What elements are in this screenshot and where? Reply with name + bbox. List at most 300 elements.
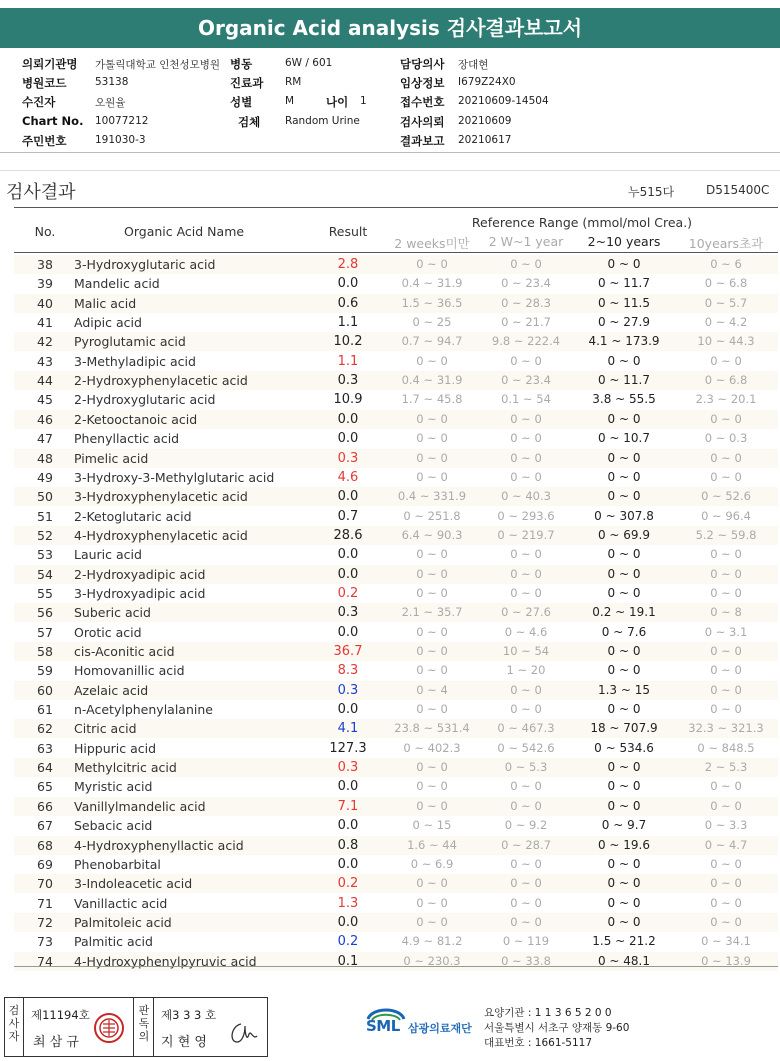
ref-2-10y: 0 ~ 11.7 [597, 373, 651, 388]
ref-2-10y: 0 ~ 0 [607, 585, 641, 600]
result-value: 2.8 [337, 257, 359, 272]
row-number: 56 [37, 605, 53, 621]
result-value: 0.0 [337, 431, 359, 447]
acid-name: cis-Aconitic acid [74, 644, 175, 659]
ref-2-10y: 0 ~ 19.6 [597, 837, 651, 852]
ref-over-10y: 5.2 ~ 59.8 [695, 527, 757, 542]
ref-under-2-weeks: 0 ~ 0 [416, 257, 448, 271]
ref-over-10y: 0 ~ 6.8 [704, 276, 748, 291]
ref-under-2-weeks: 0.4 ~ 31.9 [401, 276, 463, 291]
table-row [14, 603, 778, 622]
ref-2w-1y: 10 ~ 54 [502, 644, 550, 658]
ref-2w-1y: 0 ~ 27.6 [501, 605, 551, 620]
ref-2w-1y: 0 ~ 0 [510, 856, 542, 871]
row-number: 48 [37, 450, 53, 466]
table-row [14, 255, 778, 274]
label-specimen: 검체 [238, 115, 261, 129]
result-value: 0.1 [337, 953, 359, 969]
row-number: 55 [37, 585, 53, 601]
table-row [14, 584, 778, 603]
ref-2-10y: 0 ~ 0 [607, 547, 641, 562]
ref-over-10y: 0 ~ 0 [710, 682, 742, 697]
ref-under-2-weeks: 1.7 ~ 45.8 [401, 392, 463, 407]
result-value: 0.0 [337, 489, 359, 505]
ref-2w-1y: 9.8 ~ 222.4 [491, 334, 561, 349]
acid-name: Pimelic acid [74, 450, 149, 466]
result-value: 0.2 [337, 934, 359, 950]
ref-2w-1y: 0 ~ 0 [510, 411, 542, 426]
ref-2w-1y: 0 ~ 0 [510, 469, 542, 484]
ref-under-2-weeks: 0 ~ 0 [416, 663, 448, 678]
signature-box [4, 997, 268, 1057]
ref-over-10y: 0 ~ 0 [710, 856, 742, 871]
table-row [14, 565, 778, 584]
label-doctor: 담당의사 [400, 57, 445, 71]
acid-name: 2-Hydroxyphenylacetic acid [74, 373, 248, 389]
acid-name: n-Acetylphenylalanine [74, 702, 213, 718]
result-value: 4.6 [337, 469, 359, 485]
ref-under-2-weeks: 6.4 ~ 90.3 [401, 527, 463, 542]
acid-name: Azelaic acid [74, 682, 149, 698]
table-row [14, 390, 778, 409]
acid-name: Homovanillic acid [74, 663, 185, 679]
ref-over-10y: 0 ~ 0 [710, 702, 742, 717]
ref-2-10y: 0 ~ 27.9 [597, 315, 651, 330]
header-result: Result [328, 224, 368, 239]
ref-2-10y: 0 ~ 11.5 [597, 295, 651, 310]
table-row [14, 642, 778, 661]
ref-2-10y: 0 ~ 0 [607, 353, 641, 368]
ref-under-2-weeks: 0 ~ 0 [416, 798, 448, 813]
acid-name: 4-Hydroxyphenylacetic acid [74, 527, 248, 543]
ref-2w-1y: 0 ~ 0 [510, 779, 542, 794]
result-value: 0.0 [337, 624, 359, 640]
value-receipt-no: 20210609-14504 [458, 95, 549, 107]
row-number: 47 [37, 431, 53, 447]
ref-2-10y: 0 ~ 11.7 [597, 276, 651, 291]
table-row [14, 836, 778, 855]
value-clinical-info: I679Z24X0 [458, 76, 516, 88]
result-value: 0.7 [337, 508, 359, 524]
result-value: 0.0 [337, 276, 359, 292]
ref-2w-1y: 0 ~ 0 [510, 895, 542, 910]
ref-2w-1y: 0 ~ 467.3 [497, 721, 555, 736]
ref-over-10y: 0 ~ 5.7 [704, 295, 748, 310]
value-institution: 가톨릭대학교 인천성모병원 [95, 59, 221, 71]
row-number: 60 [37, 682, 53, 698]
ref-2-10y: 0 ~ 0 [607, 450, 641, 465]
ref-2-10y: 0 ~ 0 [607, 798, 641, 813]
ref-over-10y: 0 ~ 0 [710, 914, 742, 929]
value-sex: M [285, 95, 295, 107]
ref-under-2-weeks: 4.9 ~ 81.2 [401, 934, 463, 949]
acid-name: Suberic acid [74, 605, 151, 621]
seal-icon [93, 1012, 125, 1044]
value-specimen: Random Urine [285, 115, 360, 127]
table-row [14, 700, 778, 719]
row-number: 53 [37, 547, 53, 563]
ref-2-10y: 0.2 ~ 19.1 [592, 605, 656, 620]
ref-2-10y: 0 ~ 0 [607, 876, 641, 891]
institution-code: 요양기관 : 1 1 3 6 5 2 0 0 [484, 1007, 612, 1019]
ref-2-10y: 0 ~ 7.6 [601, 624, 647, 639]
divider [0, 170, 780, 171]
result-value: 8.3 [337, 663, 359, 679]
table-row [14, 545, 778, 564]
ref-2w-1y: 0 ~ 542.6 [497, 740, 555, 755]
acid-name: Pyroglutamic acid [74, 334, 186, 350]
acid-name: Palmitoleic acid [74, 914, 172, 930]
header-name: Organic Acid Name [124, 224, 245, 239]
acid-name: 2-Ketooctanoic acid [74, 411, 198, 427]
ref-2w-1y: 0 ~ 0 [510, 353, 542, 368]
ref-under-2-weeks: 0 ~ 0 [416, 353, 448, 368]
ref-under-2-weeks: 0 ~ 0 [416, 914, 448, 929]
table-row [14, 352, 778, 371]
acid-name: 3-Indoleacetic acid [74, 876, 193, 892]
label-report-date: 결과보고 [400, 134, 445, 148]
result-value: 10.9 [333, 392, 363, 408]
ref-under-2-weeks: 0 ~ 0 [416, 566, 448, 581]
row-number: 62 [37, 721, 53, 737]
ref-over-10y: 0 ~ 0 [710, 876, 742, 891]
ref-2w-1y: 0 ~ 219.7 [497, 527, 555, 542]
ref-over-10y: 0 ~ 0.3 [704, 431, 748, 446]
ref-2-10y: 0 ~ 0 [607, 779, 641, 794]
row-number: 71 [37, 895, 53, 911]
phone: 대표번호 : 1661-5117 [484, 1037, 593, 1049]
ref-over-10y: 0 ~ 848.5 [697, 740, 755, 755]
ref-2-10y: 0 ~ 0 [607, 895, 641, 910]
acid-name: Vanillactic acid [74, 895, 168, 911]
label-clinical-info: 임상정보 [400, 76, 445, 90]
row-number: 68 [37, 837, 53, 853]
acid-name: 3-Hydroxy-3-Methylglutaric acid [74, 469, 275, 485]
ref-over-10y: 0 ~ 0 [710, 779, 742, 794]
ref-over-10y: 2.3 ~ 20.1 [695, 392, 757, 407]
ref-under-2-weeks: 0.4 ~ 31.9 [401, 373, 463, 388]
row-number: 45 [37, 392, 53, 408]
acid-name: 3-Hydroxyphenylacetic acid [74, 489, 248, 505]
table-row [14, 855, 778, 874]
ref-under-2-weeks: 0.4 ~ 331.9 [397, 489, 467, 504]
label-department: 진료과 [230, 76, 264, 90]
table-row [14, 952, 778, 971]
footer [0, 993, 780, 1061]
acid-name: Mandelic acid [74, 276, 160, 292]
ref-2-10y: 0 ~ 0 [607, 644, 641, 658]
table-bottom-border [14, 966, 778, 967]
ref-2w-1y: 0.1 ~ 54 [501, 392, 551, 407]
ref-under-2-weeks: 0 ~ 0 [416, 779, 448, 794]
acid-name: Methylcitric acid [74, 760, 177, 776]
ref-under-2-weeks: 0 ~ 0 [416, 702, 448, 717]
header-ref-2-10y: 2~10 years [587, 234, 661, 249]
result-value: 0.3 [337, 760, 359, 776]
row-number: 43 [37, 353, 53, 369]
table-row [14, 410, 778, 429]
result-value: 1.1 [337, 353, 359, 369]
label-chart-no: Chart No. [22, 114, 84, 128]
acid-name: Lauric acid [74, 547, 142, 563]
ref-over-10y: 0 ~ 0 [710, 663, 742, 678]
ref-2-10y: 0 ~ 9.7 [601, 818, 647, 833]
row-number: 42 [37, 334, 53, 350]
result-value: 0.3 [337, 682, 359, 698]
result-value: 0.0 [337, 547, 359, 563]
ref-2-10y: 0 ~ 69.9 [597, 527, 651, 542]
ref-2-10y: 0 ~ 0 [607, 760, 641, 775]
ref-under-2-weeks: 0 ~ 0 [416, 624, 448, 639]
patient-info-panel [20, 54, 780, 150]
label-receipt-no: 접수번호 [400, 95, 445, 109]
ref-over-10y: 0 ~ 34.1 [701, 934, 751, 949]
ref-2-10y: 0 ~ 534.6 [594, 740, 654, 755]
ref-2-10y: 0 ~ 48.1 [597, 953, 651, 968]
ref-2w-1y: 0 ~ 0 [510, 876, 542, 891]
ref-over-10y: 0 ~ 4.2 [704, 315, 748, 330]
acid-name: Phenobarbital [74, 856, 161, 872]
header-ref-under-2-weeks: 2 weeks미만 [394, 236, 470, 251]
ref-over-10y: 0 ~ 4.7 [704, 837, 748, 852]
ref-under-2-weeks: 2.1 ~ 35.7 [401, 605, 463, 620]
row-number: 63 [37, 740, 53, 756]
row-number: 72 [37, 914, 53, 930]
ref-under-2-weeks: 0 ~ 402.3 [403, 740, 461, 755]
result-value: 0.0 [337, 779, 359, 795]
row-number: 64 [37, 760, 53, 776]
row-number: 58 [37, 644, 53, 659]
row-number: 67 [37, 818, 53, 834]
ref-2w-1y: 0 ~ 119 [502, 934, 550, 949]
label-patient: 수진자 [22, 95, 56, 109]
ref-over-10y: 0 ~ 8 [710, 605, 742, 620]
ref-over-10y: 0 ~ 6.8 [704, 373, 748, 388]
label-age: 나이 [326, 95, 349, 109]
label-sex: 성별 [230, 95, 253, 109]
ref-2w-1y: 0 ~ 0 [510, 450, 542, 465]
value-ward: 6W / 601 [285, 57, 333, 69]
table-row [14, 661, 778, 680]
ref-over-10y: 0 ~ 0 [710, 353, 742, 368]
ref-over-10y: 32.3 ~ 321.3 [688, 721, 764, 736]
result-value: 0.6 [337, 295, 359, 311]
value-report-date: 20210617 [458, 134, 512, 146]
examiner-name: 최 삼 규 [33, 1035, 79, 1050]
row-number: 52 [37, 527, 53, 543]
row-number: 69 [37, 856, 53, 872]
table-header-border [14, 252, 778, 253]
ref-2w-1y: 0 ~ 33.8 [501, 953, 551, 968]
acid-name: Citric acid [74, 721, 137, 737]
ref-over-10y: 0 ~ 0 [710, 411, 742, 426]
reader-license: 제3 3 3 호 [161, 1008, 217, 1022]
sml-logo-text: SML [366, 1017, 400, 1035]
result-value: 0.0 [337, 856, 359, 872]
table-row [14, 429, 778, 448]
section-code-1: 누515다 [628, 185, 675, 199]
divider [0, 152, 780, 153]
ref-2w-1y: 0 ~ 21.7 [501, 315, 551, 330]
label-institution: 의뢰기관명 [22, 57, 78, 71]
acid-name: Orotic acid [74, 624, 142, 640]
table-row [14, 332, 778, 351]
ref-under-2-weeks: 0 ~ 4 [416, 682, 448, 697]
ref-2w-1y: 0 ~ 28.7 [501, 837, 551, 852]
result-value: 0.0 [337, 818, 359, 834]
table-row [14, 623, 778, 642]
acid-name: 2-Ketoglutaric acid [74, 508, 192, 524]
signature-icon [227, 1020, 261, 1046]
ref-over-10y: 0 ~ 3.3 [704, 818, 748, 833]
table-row [14, 913, 778, 932]
ref-2-10y: 1.5 ~ 21.2 [592, 934, 656, 949]
ref-2-10y: 0 ~ 0 [607, 257, 641, 271]
vertical-label-examiner: 검 사 자 [8, 1004, 20, 1043]
row-number: 66 [37, 798, 53, 814]
result-value: 4.1 [337, 721, 359, 737]
acid-name: Myristic acid [74, 779, 153, 795]
ref-2w-1y: 0 ~ 4.6 [504, 624, 548, 639]
acid-name: Vanillylmandelic acid [74, 798, 206, 814]
table-row [14, 449, 778, 468]
ref-2w-1y: 1 ~ 20 [506, 663, 546, 678]
ref-under-2-weeks: 0 ~ 0 [416, 895, 448, 910]
acid-name: 2-Hydroxyglutaric acid [74, 392, 216, 408]
result-value: 36.7 [333, 644, 363, 659]
ref-under-2-weeks: 0 ~ 0 [416, 450, 448, 465]
ref-2-10y: 3.8 ~ 55.5 [592, 392, 656, 407]
header-ref-2w-1y: 2 W~1 year [488, 234, 564, 249]
ref-over-10y: 10 ~ 44.3 [697, 334, 755, 349]
table-row [14, 874, 778, 893]
value-patient: 오원율 [95, 97, 126, 109]
ref-over-10y: 0 ~ 0 [710, 566, 742, 581]
ref-2-10y: 0 ~ 307.8 [594, 508, 654, 523]
table-row [14, 526, 778, 545]
section-code-2: D515400C [706, 183, 770, 197]
ref-2-10y: 0 ~ 10.7 [597, 431, 651, 446]
ref-2w-1y: 0 ~ 0 [510, 585, 542, 600]
table-row [14, 777, 778, 796]
ref-2w-1y: 0 ~ 0 [510, 914, 542, 929]
ref-over-10y: 0 ~ 6 [710, 257, 742, 271]
ref-under-2-weeks: 0 ~ 0 [416, 431, 448, 446]
table-row [14, 932, 778, 951]
value-request-date: 20210609 [458, 115, 512, 127]
table-top-border [14, 207, 778, 208]
ref-under-2-weeks: 0 ~ 230.3 [403, 953, 461, 968]
ref-over-10y: 0 ~ 0 [710, 798, 742, 813]
row-number: 59 [37, 663, 53, 679]
row-number: 39 [37, 276, 53, 292]
ref-under-2-weeks: 0 ~ 25 [412, 315, 452, 330]
result-value: 0.0 [337, 566, 359, 582]
row-number: 73 [37, 934, 53, 950]
ref-under-2-weeks: 0.7 ~ 94.7 [401, 334, 463, 349]
ref-under-2-weeks: 0 ~ 0 [416, 760, 448, 775]
result-value: 28.6 [333, 527, 363, 543]
ref-2w-1y: 0 ~ 0 [510, 798, 542, 813]
table-row [14, 371, 778, 390]
ref-2-10y: 0 ~ 0 [607, 411, 641, 426]
label-resident-no: 주민번호 [22, 134, 67, 148]
ref-under-2-weeks: 0 ~ 0 [416, 876, 448, 891]
table-row [14, 274, 778, 293]
ref-over-10y: 0 ~ 0 [710, 895, 742, 910]
value-hospital-code: 53138 [95, 76, 129, 88]
acid-name: Phenyllactic acid [74, 431, 180, 447]
result-value: 0.3 [337, 373, 359, 389]
ref-over-10y: 2 ~ 5.3 [704, 760, 748, 775]
acid-name: Hippuric acid [74, 740, 157, 756]
ref-over-10y: 0 ~ 0 [710, 547, 742, 562]
ref-2w-1y: 0 ~ 0 [510, 682, 542, 697]
result-value: 1.3 [337, 895, 359, 911]
reader-name: 지 현 영 [161, 1035, 207, 1050]
ref-over-10y: 0 ~ 0 [710, 644, 742, 658]
ref-2-10y: 0 ~ 0 [607, 469, 641, 484]
row-number: 40 [37, 295, 53, 311]
result-value: 0.0 [337, 914, 359, 930]
ref-over-10y: 0 ~ 0 [710, 585, 742, 600]
header-no: No. [34, 224, 56, 239]
ref-under-2-weeks: 0 ~ 6.9 [410, 856, 454, 871]
table-row [14, 758, 778, 777]
row-number: 51 [37, 508, 53, 524]
table-row [14, 894, 778, 913]
company-name: 삼광의료재단 [408, 1022, 472, 1035]
row-number: 49 [37, 469, 53, 485]
label-hospital-code: 병원코드 [22, 76, 67, 90]
row-number: 70 [37, 876, 53, 892]
table-row [14, 739, 778, 758]
row-number: 74 [37, 953, 53, 969]
row-number: 65 [37, 779, 53, 795]
row-number: 57 [37, 624, 53, 640]
acid-name: 4-Hydroxyphenylpyruvic acid [74, 953, 257, 969]
table-row [14, 294, 778, 313]
ref-2-10y: 0 ~ 0 [607, 914, 641, 929]
ref-over-10y: 0 ~ 0 [710, 450, 742, 465]
acid-name: Adipic acid [74, 315, 142, 331]
table-row [14, 816, 778, 835]
ref-2w-1y: 0 ~ 293.6 [497, 508, 555, 523]
ref-under-2-weeks: 0 ~ 0 [416, 411, 448, 426]
acid-name: 3-Methyladipic acid [74, 353, 196, 369]
result-value: 0.0 [337, 702, 359, 718]
value-department: RM [285, 76, 302, 88]
table-row [14, 507, 778, 526]
ref-over-10y: 0 ~ 52.6 [701, 489, 751, 504]
ref-2-10y: 0 ~ 0 [607, 663, 641, 678]
value-doctor: 장대현 [458, 59, 489, 71]
result-value: 127.3 [329, 740, 367, 756]
table-row [14, 797, 778, 816]
row-number: 61 [37, 702, 53, 718]
ref-2w-1y: 0 ~ 40.3 [501, 489, 551, 504]
result-value: 1.1 [337, 315, 359, 331]
result-value: 0.8 [337, 837, 359, 853]
acid-name: Sebacic acid [74, 818, 153, 834]
row-number: 50 [37, 489, 53, 505]
value-chart-no: 10077212 [95, 115, 149, 127]
acid-name: 4-Hydroxyphenyllactic acid [74, 837, 244, 853]
row-number: 38 [37, 257, 53, 272]
ref-over-10y: 0 ~ 96.4 [701, 508, 751, 523]
table-row [14, 468, 778, 487]
ref-under-2-weeks: 1.5 ~ 36.5 [401, 295, 463, 310]
